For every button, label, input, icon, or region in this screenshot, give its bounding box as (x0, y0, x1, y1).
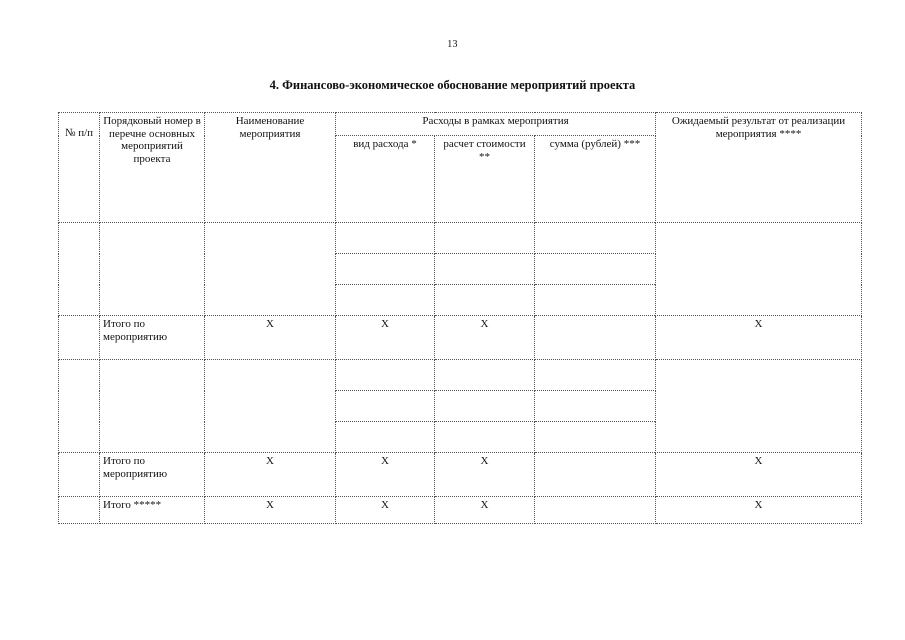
x-mark: X (435, 316, 535, 360)
event-2-num-cell (59, 360, 100, 453)
total-num-cell (59, 316, 100, 360)
expense-type-cell (336, 285, 435, 316)
event-total-row (59, 316, 862, 360)
event-total-label: Итого по мероприятию (100, 316, 205, 360)
header-event-name: Наименование мероприятия (205, 113, 336, 223)
header-row-1 (59, 113, 862, 136)
amount-cell (535, 223, 656, 254)
header-cost-calc: расчет стоимости ** (435, 136, 535, 223)
x-mark: X (336, 497, 435, 524)
header-expenses-group: Расходы в рамках мероприятия (336, 113, 656, 136)
expense-type-cell (336, 391, 435, 422)
grand-total-num-cell (59, 497, 100, 524)
financial-table (58, 112, 862, 524)
event-total-label: Итого по мероприятию (100, 453, 205, 497)
expense-type-cell (336, 223, 435, 254)
x-mark: X (656, 316, 862, 360)
expense-type-cell (336, 360, 435, 391)
x-mark: X (336, 316, 435, 360)
event-1-order-cell (100, 223, 205, 316)
header-amount: сумма (рублей) *** (535, 136, 656, 223)
grand-total-row (59, 497, 862, 524)
event-1-num-cell (59, 223, 100, 316)
x-mark: X (656, 453, 862, 497)
x-mark: X (205, 316, 336, 360)
x-mark: X (435, 497, 535, 524)
total-amount-cell (535, 316, 656, 360)
x-mark: X (336, 453, 435, 497)
cost-calc-cell (435, 422, 535, 453)
total-amount-cell (535, 453, 656, 497)
page-number: 13 (447, 39, 458, 50)
amount-cell (535, 422, 656, 453)
amount-cell (535, 254, 656, 285)
event-1-result-cell (656, 223, 862, 316)
amount-cell (535, 360, 656, 391)
grand-total-amount-cell (535, 497, 656, 524)
cost-calc-cell (435, 391, 535, 422)
event-2-name-cell (205, 360, 336, 453)
header-expected-result: Ожидаемый результат от реализации мероприятия **** (656, 113, 862, 223)
amount-cell (535, 285, 656, 316)
header-expense-type: вид расхода * (336, 136, 435, 223)
event-1-name-cell (205, 223, 336, 316)
x-mark: X (205, 497, 336, 524)
event-total-row (59, 453, 862, 497)
table-row (59, 223, 862, 254)
cost-calc-cell (435, 223, 535, 254)
expense-type-cell (336, 422, 435, 453)
header-order-number: Порядковый номер в перечне основных мероприятий проекта (100, 113, 205, 223)
x-mark: X (435, 453, 535, 497)
grand-total-label: Итого ***** (100, 497, 205, 524)
expense-type-cell (336, 254, 435, 285)
table-row (59, 360, 862, 391)
event-2-order-cell (100, 360, 205, 453)
event-2-result-cell (656, 360, 862, 453)
x-mark: X (205, 453, 336, 497)
section-title: 4. Финансово-экономическое обоснование мероприятий проекта (269, 78, 636, 92)
total-num-cell (59, 453, 100, 497)
x-mark: X (656, 497, 862, 524)
header-num: № п/п (59, 113, 100, 223)
cost-calc-cell (435, 254, 535, 285)
cost-calc-cell (435, 285, 535, 316)
cost-calc-cell (435, 360, 535, 391)
amount-cell (535, 391, 656, 422)
